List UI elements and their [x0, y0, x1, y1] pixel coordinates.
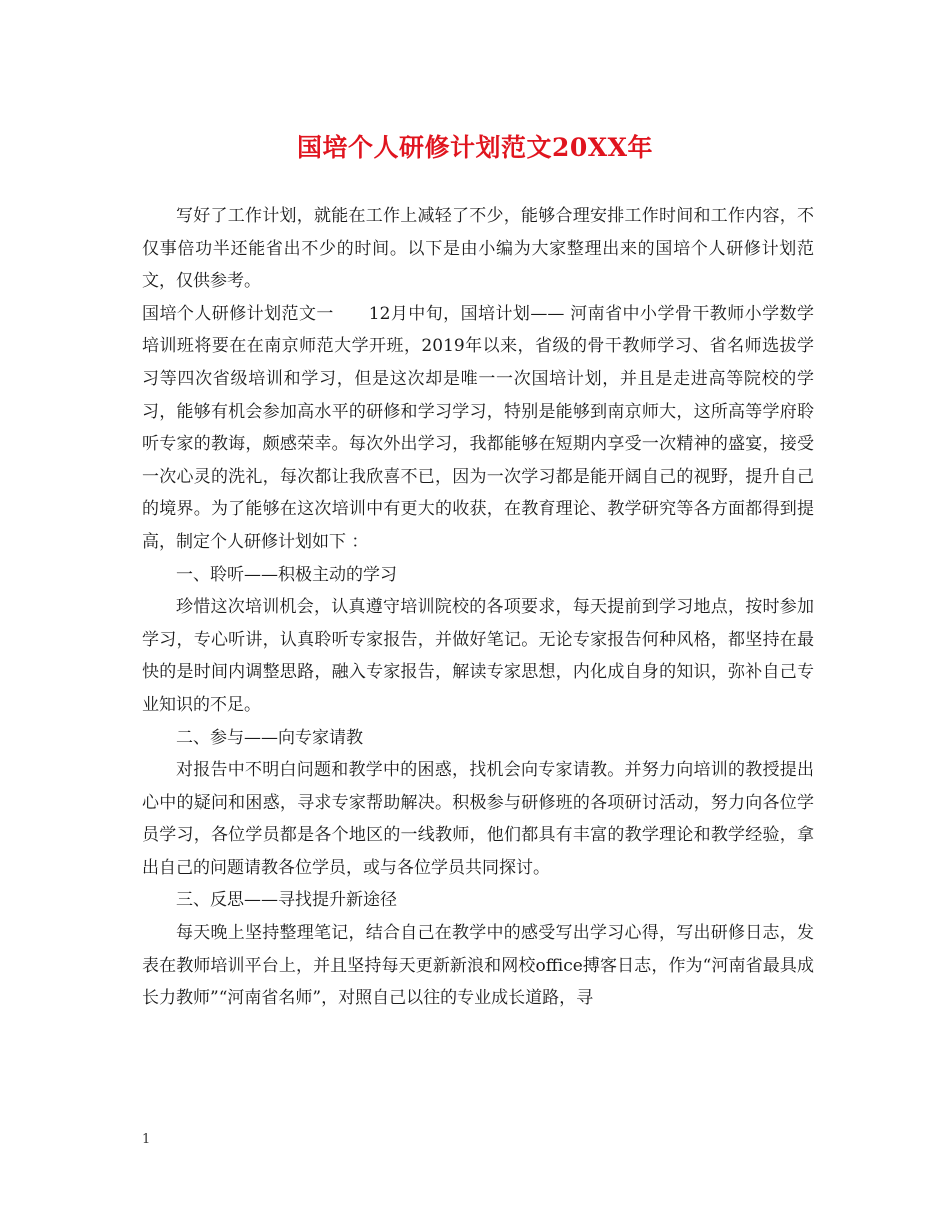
section-heading-listen: 一、聆听——积极主动的学习: [176, 564, 397, 585]
document-body: [142, 200, 814, 1015]
section-heading-reflect: 三、反思——寻找提升新途径: [176, 890, 397, 911]
section-heading-participate: 二、参与——向专家请教: [176, 727, 363, 748]
paragraph-listen: 珍惜这次培训机会，认真遵守培训院校的各项要求，每天提前到学习地点，按时参加学习，专心听讲，认真聆听专家报告，并做好笔记。无论专家报告何种风格，都坚持在最快的是时间内调整思路，融入专家报告，解读专家思想，内化成自身的知识，弥补自己专业知识的不足。: [142, 597, 814, 715]
document-title: 国培个人研修计划范文20XX年: [296, 133, 654, 162]
paragraph-plan-one: 国培个人研修计划范文一 12月中旬，国培计划—— 河南省中小学骨干教师小学数学培训班将要在在南京师范大学开班，2019年以来，省级的骨干教师学习、省名师选拔学习等四次省级培训和学习，但是这次却是唯一一次国培计划，并且是走进高等院校的学习，能够有机会参加高水平的研修和学习学习，特别是能够到南京师大，这所高等学府聆听专家的教诲，颇感荣幸。每次外出学习，我都能够在短期内享受一次精神的盛宴，接受一次心灵的洗礼，每次都让我欣喜不已，因为一次学习都是能开阔自己的视野，提升自己的境界。为了能够在这次培训中有更大的收获，在教育理论、教学研究等各方面都得到提高，制定个人研修计划如下 ：: [142, 303, 814, 552]
page-number: 1: [142, 1132, 151, 1147]
paragraph-participate: 对报告中不明白问题和教学中的困惑，找机会向专家请教。并努力向培训的教授提出心中的疑问和困惑，寻求专家帮助解决。积极参与研修班的各项研讨活动，努力向各位学员学习，各位学员都是各个地区的一线教师，他们都具有丰富的教学理论和教学经验，拿出自己的问题请教各位学员，或与各位学员共同探讨。: [142, 760, 814, 878]
paragraph-intro: 写好了工作计划，就能在工作上减轻了不少，能够合理安排工作时间和工作内容，不仅事倍功半还能省出不少的时间。以下是由小编为大家整理出来的国培个人研修计划范文，仅供参考。: [142, 206, 814, 292]
paragraph-reflect: 每天晚上坚持整理笔记，结合自己在教学中的感受写出学习心得，写出研修日志，发表在教师培训平台上，并且坚持每天更新新浪和网校office搏客日志，作为“河南省最具成长力教师”“河南省名师”，对照自己以往的专业成长道路，寻: [142, 923, 814, 1009]
